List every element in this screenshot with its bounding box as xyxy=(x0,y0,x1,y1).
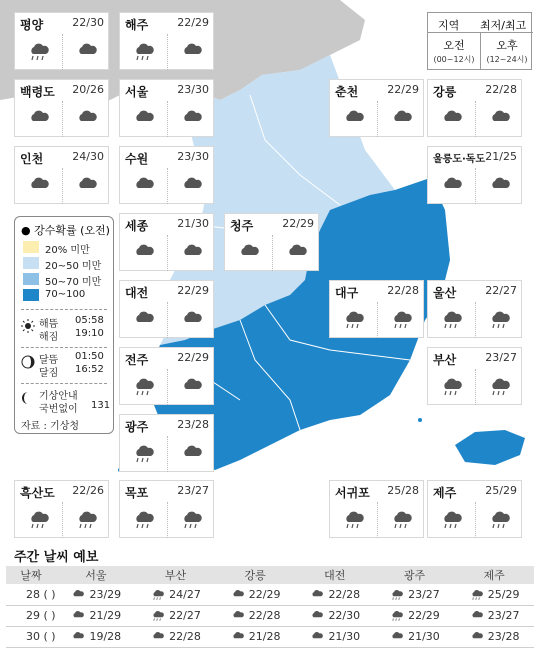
am-weather xyxy=(120,235,167,271)
weekly-forecast xyxy=(6,566,534,648)
city-name: 해주 xyxy=(125,18,149,32)
city-icons xyxy=(428,101,523,137)
cloud-icon xyxy=(76,176,98,196)
city-icons xyxy=(120,502,215,538)
pm-weather xyxy=(62,34,110,70)
city-name: 울릉도·독도 xyxy=(433,154,486,165)
pm-weather xyxy=(377,101,425,137)
sun-icon xyxy=(21,319,35,333)
swatch-50-70 xyxy=(23,273,39,285)
cloud-icon xyxy=(181,109,203,129)
weekly-row xyxy=(6,584,534,605)
drop-icon: ● xyxy=(21,224,31,237)
am-label: 오전 xyxy=(443,39,465,52)
precipitation-legend xyxy=(14,216,114,434)
city-name: 백령도 xyxy=(20,85,55,99)
am-weather xyxy=(120,436,167,472)
rain-cloud-icon xyxy=(133,444,155,464)
pm-weather xyxy=(167,168,215,204)
rain-cloud-icon xyxy=(133,377,155,397)
swatch-label-under20: 20% 미만 xyxy=(45,245,90,256)
city-card xyxy=(427,280,522,338)
weekly-cell xyxy=(136,626,216,647)
city-name: 대구 xyxy=(335,286,359,300)
precip-title-text: 강수확률 (오전) xyxy=(34,224,110,237)
cloud-icon xyxy=(230,589,246,601)
city-icons xyxy=(428,369,523,405)
city-icons xyxy=(15,502,110,538)
rain-cloud-icon xyxy=(150,589,166,601)
cloud-icon xyxy=(489,176,511,196)
city-temperature: 24/30 xyxy=(72,150,104,163)
weekly-temp: 23/27 xyxy=(408,587,440,601)
pm-weather xyxy=(475,101,523,137)
weekly-temp: 24/27 xyxy=(169,587,201,601)
weekly-temp: 22/30 xyxy=(328,609,361,622)
weekly-temp: 22/28 xyxy=(248,609,281,622)
weekly-temp: 23/28 xyxy=(487,630,520,643)
region-label: 지역 xyxy=(438,19,460,32)
city-name: 수원 xyxy=(125,152,149,166)
weekly-temp: 21/28 xyxy=(248,630,281,643)
cloud-icon xyxy=(441,109,463,129)
weekly-temp: 22/27 xyxy=(169,609,201,622)
city-temperature: 20/26 xyxy=(72,83,104,96)
cloud-icon xyxy=(133,310,155,330)
city-icons xyxy=(120,369,215,405)
city-card xyxy=(14,79,109,137)
pm-label: 오후 xyxy=(496,39,518,52)
city-temperature: 25/28 xyxy=(387,484,419,497)
weekly-temp: 23/29 xyxy=(89,587,122,601)
city-card xyxy=(119,414,214,472)
weekly-cell xyxy=(56,605,136,626)
city-temperature: 23/27 xyxy=(177,484,209,497)
weekly-day: 30 ( ) xyxy=(6,626,56,647)
pm-weather xyxy=(475,502,523,538)
weekly-cell xyxy=(215,605,295,626)
rain-cloud-icon xyxy=(391,310,413,330)
weekly-temp: 22/28 xyxy=(169,630,201,643)
moon-times xyxy=(21,351,111,381)
legend-separator-2 xyxy=(21,347,107,348)
weekly-temp: 19/28 xyxy=(89,630,122,643)
city-temperature: 23/28 xyxy=(177,418,209,431)
weekly-temp: 23/27 xyxy=(487,609,520,622)
rain-cloud-icon xyxy=(343,510,365,530)
weekly-table xyxy=(6,566,534,648)
rain-cloud-icon xyxy=(441,377,463,397)
city-temperature: 22/30 xyxy=(72,16,104,29)
am-sub: (00~12시) xyxy=(433,55,475,64)
cloud-icon xyxy=(181,310,203,330)
weekly-header-city: 강릉 xyxy=(215,566,295,584)
info-label-2: 국번없이 xyxy=(39,404,78,415)
city-name: 대전 xyxy=(125,286,149,300)
pm-weather xyxy=(62,502,110,538)
cloud-icon xyxy=(230,610,246,622)
city-name: 부산 xyxy=(433,353,457,367)
rain-cloud-icon xyxy=(133,510,155,530)
sun-times xyxy=(21,315,111,345)
city-icons xyxy=(120,436,215,472)
city-card xyxy=(329,280,424,338)
moonset-label: 달짐 xyxy=(39,368,59,379)
pm-weather xyxy=(377,302,425,338)
cloud-icon xyxy=(133,243,155,263)
rain-cloud-icon xyxy=(489,377,511,397)
city-icons xyxy=(15,168,110,204)
moonset-time: 16:52 xyxy=(75,364,104,375)
weekly-row xyxy=(6,605,534,626)
cloud-icon xyxy=(309,631,325,643)
legend-separator-3 xyxy=(21,383,107,384)
city-card xyxy=(119,12,214,70)
rain-cloud-icon xyxy=(489,310,511,330)
weekly-cell xyxy=(375,584,455,605)
sunset-time: 19:10 xyxy=(75,328,104,339)
city-card xyxy=(14,12,109,70)
precip-legend-title xyxy=(21,222,110,238)
city-temperature: 23/27 xyxy=(485,351,517,364)
legend-header-row xyxy=(428,13,533,33)
rain-cloud-icon xyxy=(181,510,203,530)
rain-cloud-icon xyxy=(469,589,485,601)
weekly-temp: 21/30 xyxy=(408,630,440,643)
city-icons xyxy=(120,235,215,271)
legend-divider xyxy=(480,33,481,70)
weekly-temp: 22/28 xyxy=(328,587,361,601)
city-icons xyxy=(428,502,523,538)
city-card xyxy=(427,146,522,204)
city-name: 청주 xyxy=(230,219,254,233)
cloud-icon xyxy=(181,444,203,464)
pm-weather xyxy=(167,369,215,405)
rain-cloud-icon xyxy=(389,610,405,622)
am-weather xyxy=(120,34,167,70)
city-temperature: 23/30 xyxy=(177,83,209,96)
am-weather xyxy=(120,369,167,405)
weekly-header-city: 서울 xyxy=(56,566,136,584)
weekly-row xyxy=(6,626,534,647)
city-name: 춘천 xyxy=(335,85,359,99)
cloud-icon xyxy=(76,109,98,129)
am-weather xyxy=(330,302,377,338)
city-card xyxy=(119,213,214,271)
city-name: 목포 xyxy=(125,486,149,500)
city-icons xyxy=(120,101,215,137)
rain-cloud-icon xyxy=(76,510,98,530)
weekly-title: 주간 날씨 예보 xyxy=(14,550,99,565)
pm-weather xyxy=(377,502,425,538)
city-card xyxy=(14,146,109,204)
pm-weather xyxy=(62,101,110,137)
weekly-cell xyxy=(215,626,295,647)
cloud-icon xyxy=(70,589,86,601)
cloud-icon xyxy=(28,176,50,196)
pm-weather xyxy=(167,34,215,70)
am-weather xyxy=(120,302,167,338)
pm-weather xyxy=(475,168,523,204)
weekly-header-city: 제주 xyxy=(454,566,534,584)
city-icons xyxy=(120,168,215,204)
rain-cloud-icon xyxy=(343,310,365,330)
cloud-icon xyxy=(70,610,86,622)
city-icons xyxy=(15,101,110,137)
weekly-header-city: 부산 xyxy=(136,566,216,584)
weekly-body xyxy=(6,584,534,647)
city-temperature: 22/27 xyxy=(485,284,517,297)
city-temperature: 23/30 xyxy=(177,150,209,163)
city-temperature: 22/29 xyxy=(177,16,209,29)
cloud-icon xyxy=(286,243,308,263)
swatch-label-70-100: 70~100 xyxy=(45,289,86,300)
am-weather xyxy=(428,369,475,405)
city-card xyxy=(224,213,319,271)
am-weather xyxy=(330,502,377,538)
weekly-header-date: 날짜 xyxy=(6,566,56,584)
city-name: 제주 xyxy=(433,486,457,500)
weekly-cell xyxy=(295,584,375,605)
city-card xyxy=(427,480,522,538)
swatch-under20 xyxy=(23,241,39,253)
city-card xyxy=(119,79,214,137)
weekly-temp: 22/29 xyxy=(408,609,440,622)
city-card xyxy=(119,347,214,405)
cloud-icon xyxy=(76,42,98,62)
cloud-icon xyxy=(230,631,246,643)
city-name: 강릉 xyxy=(433,85,457,99)
rain-cloud-icon xyxy=(489,510,511,530)
city-icons xyxy=(330,302,425,338)
info-number: 131 xyxy=(91,400,111,411)
weekly-cell xyxy=(295,626,375,647)
sunrise-time: 05:58 xyxy=(75,315,104,326)
city-card xyxy=(329,480,424,538)
pm-weather xyxy=(167,101,215,137)
city-name: 흑산도 xyxy=(20,486,55,500)
weekly-cell xyxy=(375,605,455,626)
weekly-temp: 25/29 xyxy=(487,587,520,601)
cloud-icon xyxy=(70,631,86,643)
city-name: 울산 xyxy=(433,286,457,300)
cloud-icon xyxy=(441,176,463,196)
sunset-label: 해짐 xyxy=(39,332,59,343)
city-temperature: 22/28 xyxy=(387,284,419,297)
cloud-icon xyxy=(28,109,50,129)
am-weather xyxy=(330,101,377,137)
am-weather xyxy=(120,502,167,538)
pm-weather xyxy=(167,302,215,338)
cloud-icon xyxy=(181,377,203,397)
cloud-icon xyxy=(469,631,485,643)
weekly-temp: 22/29 xyxy=(248,587,281,601)
pm-weather xyxy=(272,235,320,271)
cloud-icon xyxy=(389,631,405,643)
city-name: 광주 xyxy=(125,420,149,434)
city-icons xyxy=(330,101,425,137)
cloud-icon xyxy=(489,109,511,129)
city-icons xyxy=(120,34,215,70)
pm-weather xyxy=(167,436,215,472)
city-icons xyxy=(428,168,523,204)
city-name: 세종 xyxy=(125,219,149,233)
weekly-header-row xyxy=(6,566,534,584)
temp-label: 최저/최고 xyxy=(480,19,527,32)
cloud-icon xyxy=(309,610,325,622)
rain-cloud-icon xyxy=(441,310,463,330)
rain-cloud-icon xyxy=(441,510,463,530)
sunrise-label: 해뜸 xyxy=(39,319,59,330)
city-temperature: 22/26 xyxy=(72,484,104,497)
city-temperature: 22/29 xyxy=(387,83,419,96)
city-name: 전주 xyxy=(125,353,149,367)
moonrise-time: 01:50 xyxy=(75,351,104,362)
am-weather xyxy=(428,101,475,137)
city-temperature: 21/25 xyxy=(485,150,517,163)
swatch-label-50-70: 50~70 미만 xyxy=(45,277,102,288)
cloud-icon xyxy=(133,109,155,129)
am-weather xyxy=(428,168,475,204)
weekly-cell xyxy=(295,605,375,626)
weekly-cell xyxy=(56,584,136,605)
swatch-20-50 xyxy=(23,257,39,269)
am-weather xyxy=(120,168,167,204)
info-label: 기상안내 xyxy=(39,391,78,402)
cloud-icon xyxy=(238,243,260,263)
am-weather xyxy=(225,235,272,271)
city-temperature: 25/29 xyxy=(485,484,517,497)
weekly-cell xyxy=(454,626,534,647)
am-weather xyxy=(428,502,475,538)
city-card xyxy=(427,347,522,405)
am-weather xyxy=(15,101,62,137)
weekly-cell xyxy=(136,605,216,626)
rain-cloud-icon xyxy=(391,510,413,530)
city-name: 서귀포 xyxy=(335,486,370,500)
rain-cloud-icon xyxy=(133,42,155,62)
weekly-cell xyxy=(56,626,136,647)
city-card xyxy=(427,79,522,137)
city-name: 인천 xyxy=(20,152,44,166)
city-icons xyxy=(120,302,215,338)
data-source: 자료 : 기상청 xyxy=(21,421,80,432)
city-temperature: 22/29 xyxy=(282,217,314,230)
city-temperature: 22/29 xyxy=(177,351,209,364)
weekly-temp: 21/29 xyxy=(89,609,122,622)
city-card xyxy=(119,480,214,538)
city-card xyxy=(119,146,214,204)
city-temperature: 21/30 xyxy=(177,217,209,230)
city-temperature: 22/29 xyxy=(177,284,209,297)
cloud-icon xyxy=(343,109,365,129)
pm-sub: (12~24시) xyxy=(486,55,528,64)
city-card xyxy=(14,480,109,538)
am-weather xyxy=(120,101,167,137)
phone-icon xyxy=(21,391,35,405)
swatch-label-20-50: 20~50 미만 xyxy=(45,261,102,272)
city-icons xyxy=(15,34,110,70)
rain-cloud-icon xyxy=(150,610,166,622)
weekly-cell xyxy=(454,605,534,626)
rain-cloud-icon xyxy=(28,510,50,530)
weekly-cell xyxy=(375,626,455,647)
am-weather xyxy=(15,34,62,70)
pm-weather xyxy=(167,502,215,538)
pm-weather xyxy=(62,168,110,204)
rain-cloud-icon xyxy=(28,42,50,62)
weekly-cell xyxy=(215,584,295,605)
moonrise-label: 달뜸 xyxy=(39,355,59,366)
am-column xyxy=(428,37,480,65)
city-card xyxy=(329,79,424,137)
cloud-icon xyxy=(133,176,155,196)
city-icons xyxy=(428,302,523,338)
weekly-cell xyxy=(136,584,216,605)
cloud-icon xyxy=(181,42,203,62)
weekly-header-city: 광주 xyxy=(375,566,455,584)
city-icons xyxy=(225,235,320,271)
weekly-header-city: 대전 xyxy=(295,566,375,584)
cloud-icon xyxy=(391,109,413,129)
jeju-island xyxy=(455,430,525,465)
moon-icon xyxy=(21,355,35,369)
pm-weather xyxy=(167,235,215,271)
city-name: 서울 xyxy=(125,85,149,99)
city-name: 평양 xyxy=(20,18,44,32)
cloud-icon xyxy=(181,243,203,263)
weekly-cell xyxy=(454,584,534,605)
cloud-icon xyxy=(181,176,203,196)
pm-weather xyxy=(475,302,523,338)
am-weather xyxy=(15,168,62,204)
weekly-temp: 21/30 xyxy=(328,630,361,643)
header-legend xyxy=(427,12,532,70)
cloud-icon xyxy=(309,589,325,601)
city-card xyxy=(119,280,214,338)
swatch-70-100 xyxy=(23,289,39,301)
pm-weather xyxy=(475,369,523,405)
weather-info xyxy=(21,387,111,417)
legend-separator xyxy=(21,309,107,310)
pm-column xyxy=(481,37,533,65)
am-weather xyxy=(428,302,475,338)
weekly-day: 29 ( ) xyxy=(6,605,56,626)
cloud-icon xyxy=(150,631,166,643)
city-icons xyxy=(330,502,425,538)
cloud-icon xyxy=(469,610,485,622)
am-weather xyxy=(15,502,62,538)
weekly-day: 28 ( ) xyxy=(6,584,56,605)
rain-cloud-icon xyxy=(389,589,405,601)
city-temperature: 22/28 xyxy=(485,83,517,96)
island-dot-3 xyxy=(418,418,422,422)
